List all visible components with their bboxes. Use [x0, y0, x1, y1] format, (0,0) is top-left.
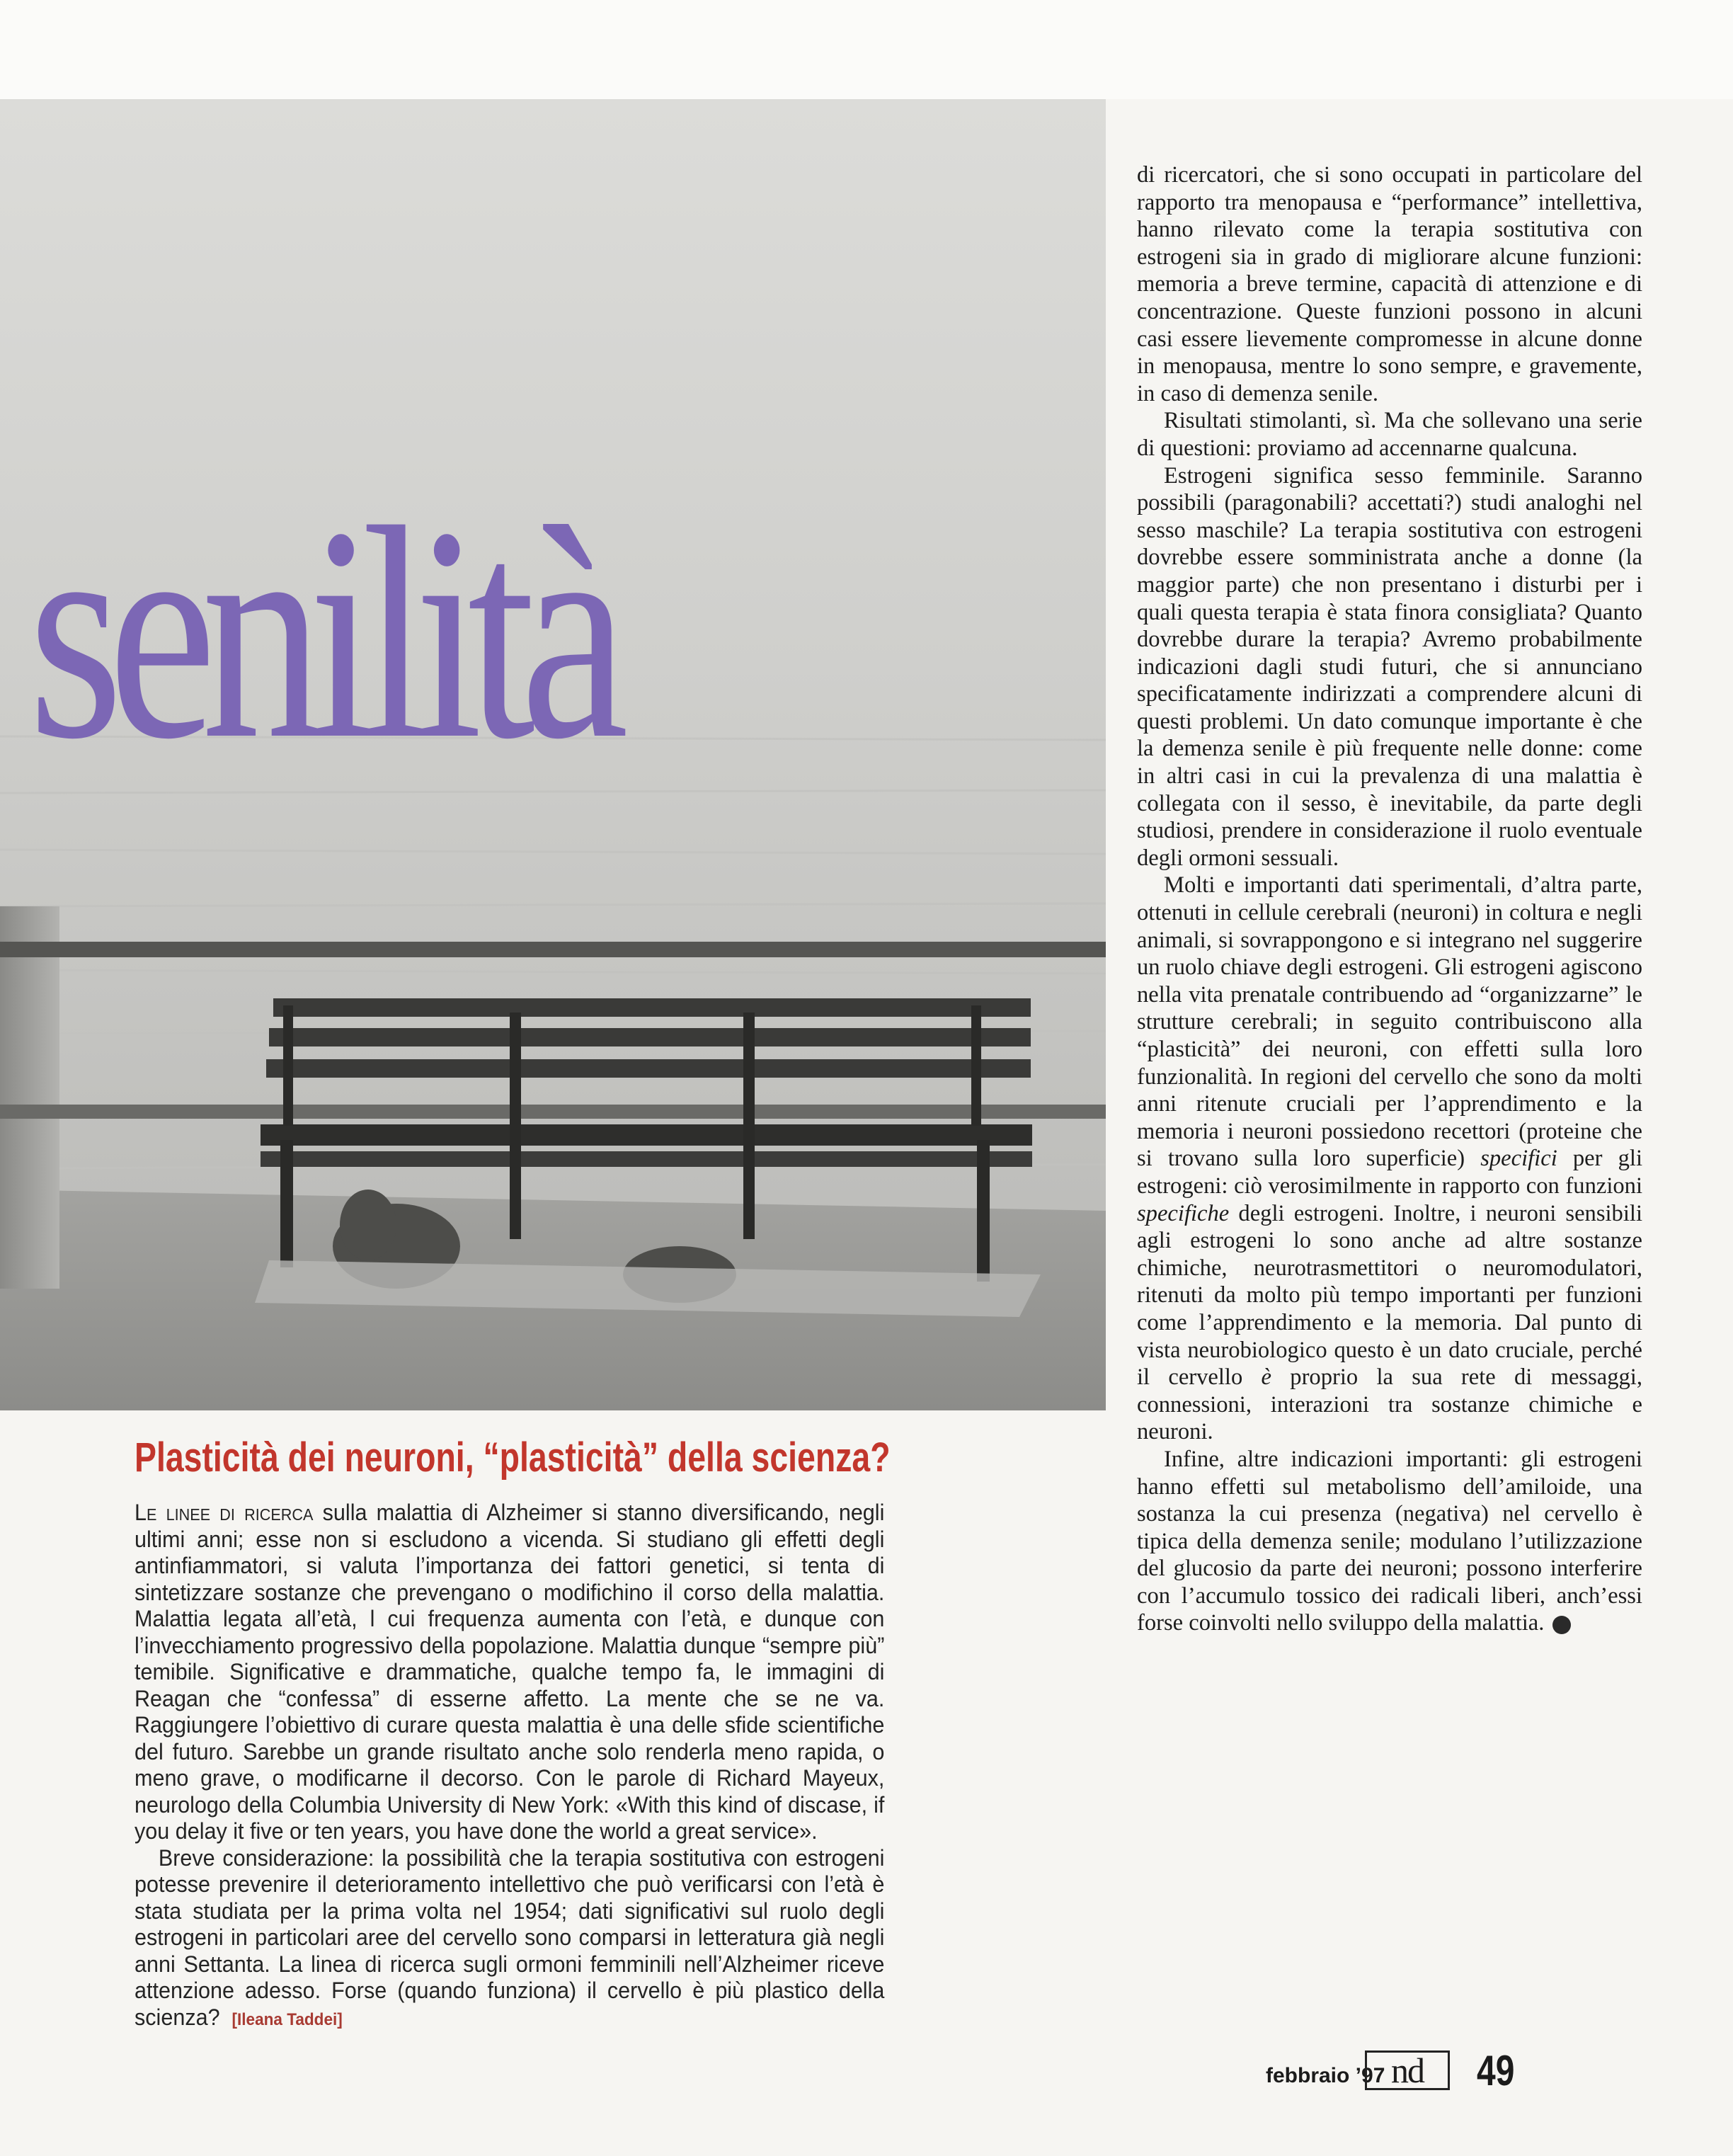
- article-paragraph: Estrogeni significa sesso femminile. Saranno possibili (paragonabili? accettati?) studi analoghi nel sesso maschile? La terapia sostitutiva con estrogeni dovrebbe essere somministrata anche a donne (la maggior parte) che non presentano i disturbi per i quali questa terapia è stata finora consigliata? Quanto dovrebbe durare la terapia? Avremo probabilmente indicazioni dagli studi futuri, che si annunciano specificatamente indirizzati a comprendere alcuni di questi problemi. Un dato comunque importante è che la demenza senile è più frequente nelle donne: come in altri casi in cui la prevalenza di una malattia è collegata con il sesso, è inevitabile, da parte degli studiosi, prendere in considerazione il ruolo eventuale degli ormoni sessuali.: [1137, 462, 1642, 871]
- railing-top: [0, 942, 1106, 957]
- article-column: [1137, 161, 1642, 2017]
- end-mark-icon: [1552, 1616, 1571, 1634]
- bench-photo: [0, 99, 1106, 1410]
- top-margin: [0, 0, 1733, 99]
- text-run: degli estrogeni. Inoltre, i neuroni sensibili agli estrogeni lo sono anche ad altre sostanze chimiche, neurotrasmettitori o neuromodulatori, ritenuti da molto più tempo importanti per funzioni come l’apprendimento e la memoria. Dal punto di vista neurobiologico questo è un dato cruciale, perché il cervello: [1137, 1200, 1642, 1391]
- emphasis: specifiche: [1137, 1200, 1230, 1226]
- page-number: 49: [1477, 2047, 1515, 2094]
- article-paragraph: [1137, 1446, 1642, 1637]
- bleed-through-header: [1281, 106, 1706, 156]
- railing-bottom: [0, 1105, 1106, 1119]
- text-run: Infine, altre indicazioni importanti: gli estrogeni hanno effetti sul metabolismo dell’amiloide, una sostanza la cui presenza (negativa) nel cervello è tipica della demenza senile; modulano l’utilizzazione del glucosio da parte dei neuroni; possono interferire con l’accumulo tossico dei radicali liberi, anch’essi forse coinvolti nello sviluppo della malattia.: [1137, 1446, 1642, 1636]
- author-signature: [Ileana Taddei]: [231, 2009, 343, 2029]
- article-paragraph: di ricercatori, che si sono occupati in particolare del rapporto tra menopausa e “performance” intellettiva, hanno rilevato come la terapia sostitutiva con estrogeni sia in grado di migliorare alcune funzioni: memoria a breve termine, capacità di attenzione e di concentrazione. Queste funzioni possono in alcuni casi essere lievemente compromesse in alcune donne in menopausa, mentre lo sono sempre, e gravemente, in caso di demenza senile.: [1137, 162, 1642, 406]
- sidebar-title: Plasticità dei neuroni, “plasticità” della scienza?: [135, 1435, 891, 1481]
- sidebar-body: [135, 1500, 885, 2030]
- text-run: proprio la sua rete di messaggi, connessioni, interazioni tra sostanze chimiche e neuroni.: [1137, 1364, 1642, 1445]
- sidebar-paragraph: [135, 1500, 884, 1845]
- emphasis: specifici: [1480, 1146, 1557, 1172]
- railing-post: [0, 906, 59, 1289]
- article-paragraph: [1137, 872, 1642, 1445]
- sidebar-paragraph-text: sulla malattia di Alzheimer si stanno diversificando, negli ultimi anni; esse non si escludono a vicenda. Si studiano gli effetti degli antinfiammatori, si valuta l’importanza dei fattori genetici, si tenta di sintetizzare sostanze che prevengano o modifichino il corso della malattia. Malattia legata all’età, l cui frequenza aumenta con l’età, e dunque con l’invecchiamento progressivo della popolazione. Malattia dunque “sempre più” temibile. Significative e drammatiche, qualche tempo fa, le immagini di Reagan che “confessa” di esserne affetto. La mente che se ne va. Raggiungere l’obiettivo di curare questa malattia è una delle sfide scientifiche del futuro. Sarebbe un grande risultato anche solo renderla meno rapida, o meno grave, o modificarne il decorso. Con le parole di Richard Mayeux, neurologo della Columbia University di New York: «With this kind of discase, if you delay it five or ten years, you have done the world a great service».: [135, 1500, 885, 1844]
- sidebar-paragraph: [135, 1845, 884, 2034]
- emphasis: è: [1261, 1364, 1272, 1391]
- lead-smallcaps: Le linee di ricerca: [135, 1500, 314, 1525]
- article-paragraph: Risultati stimolanti, sì. Ma che sollevano una serie di questioni: proviamo ad accennarne qualcuna.: [1137, 408, 1642, 461]
- magazine-logo: nd: [1365, 2051, 1450, 2090]
- sidebar-paragraph-text: Breve considerazione: la possibilità che la terapia sostitutiva con estrogeni potesse prevenire il deterioramento intellettivo che può verificarsi con l’età è stata studiata per la prima volta nel 1954; dati significativi sul ruolo degli estrogeni in particolari aree del cervello sono comparsi in letteratura già negli anni Settanta. La linea di ricerca sugli ormoni femminili nell’Alzheimer riceve attenzione adesso. Forse (quando funziona) il cervello è più plastico della scienza?: [135, 1844, 885, 2030]
- issue-date: febbraio ’97: [1266, 2064, 1385, 2087]
- page-title: senilità: [28, 465, 614, 802]
- text-run: Molti e importanti dati sperimentali, d’altra parte, ottenuti in cellule cerebrali (neuroni) in coltura e negli animali, si sovrappongono e si integrano nel suggerire un ruolo chiave degli estrogeni. Gli estrogeni agiscono nella vita prenatale contribuendo ad “organizzarne” le strutture cerebrali; in seguito contribuiscono alla “plasticità” dei neuroni, con effetti sulla loro funzionalità. In regioni del cervello che sono da molti anni ritenute cruciali per l’apprendimento e la memoria i neuroni possiedono recettori (proteine che si trovano sulla loro superficie): [1137, 872, 1642, 1172]
- text-run: per gli estrogeni: ciò verosimilmente in rapporto con funzioni: [1137, 1146, 1642, 1199]
